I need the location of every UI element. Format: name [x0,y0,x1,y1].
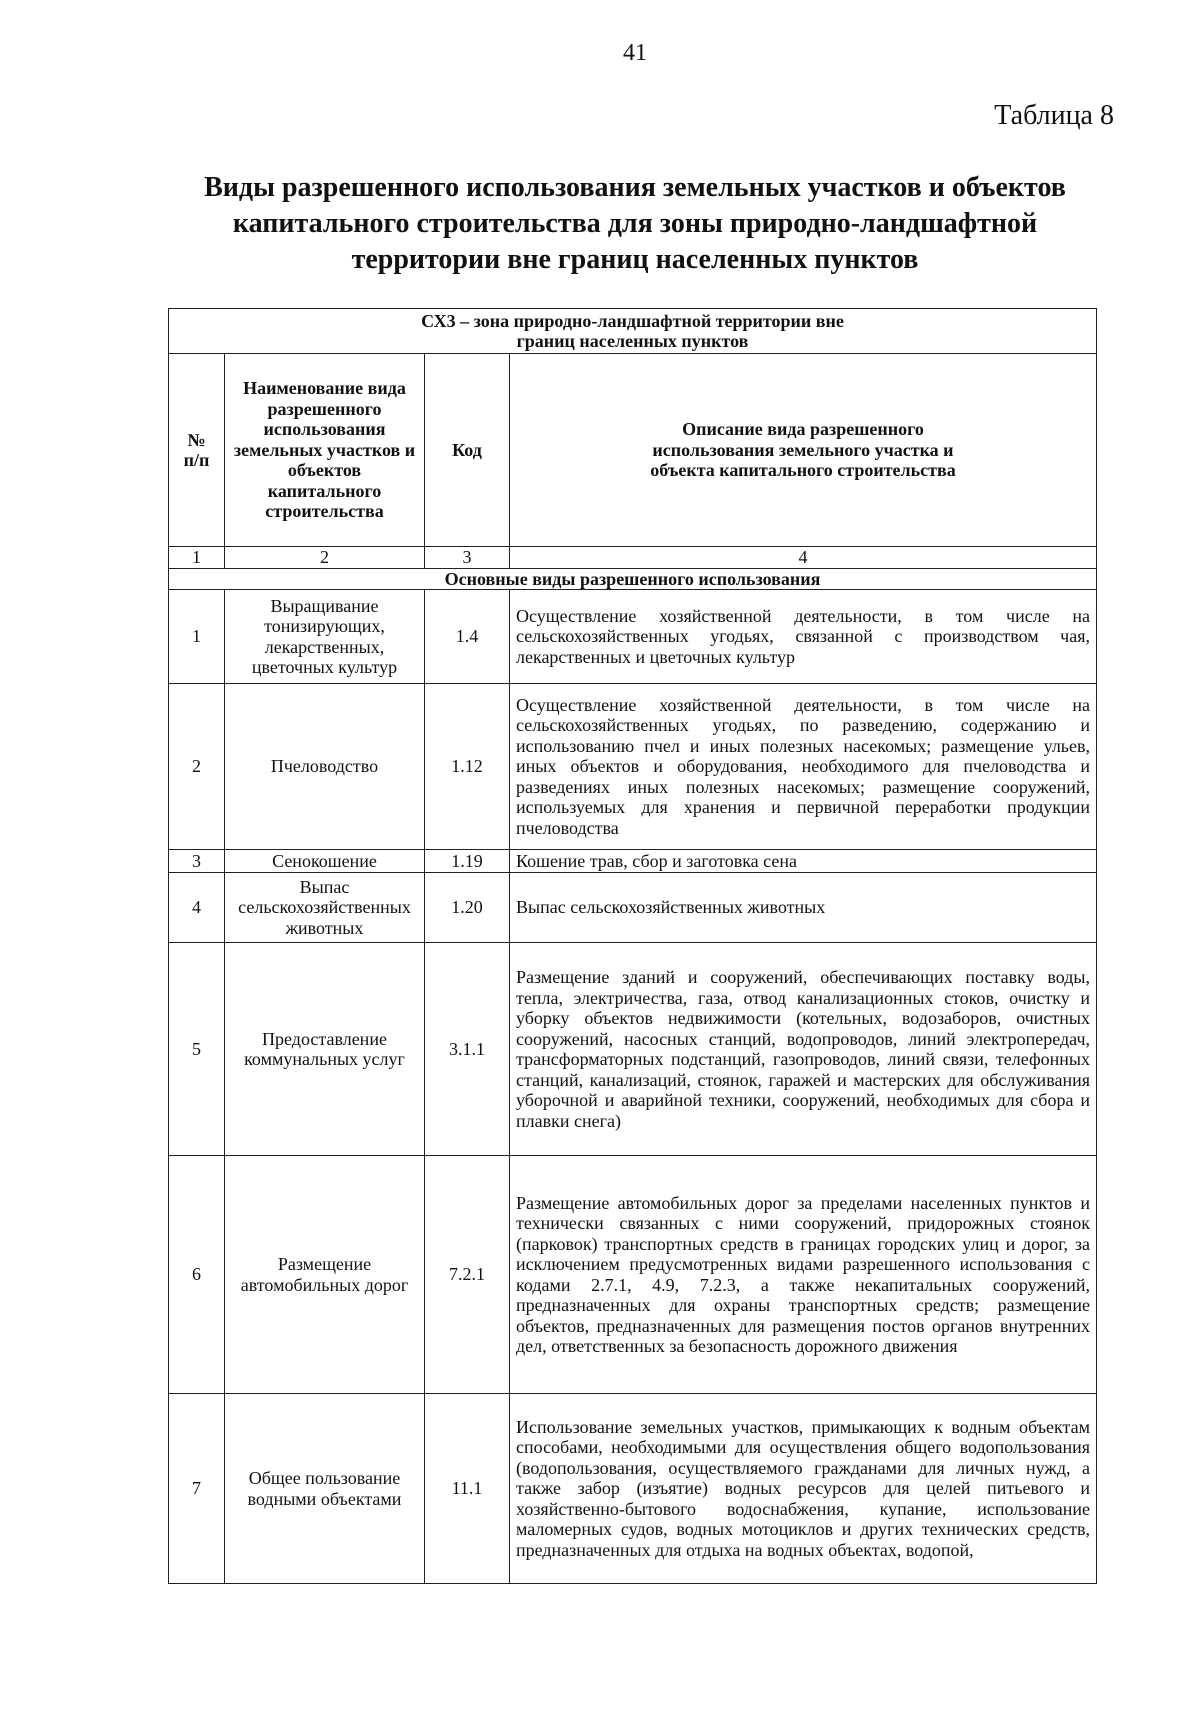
document-title [150,170,1120,278]
table-row [169,943,1097,1156]
use-name: Общее пользование водными объектами [225,1394,425,1584]
row-number: 4 [169,873,225,943]
table-row [169,1156,1097,1394]
table-row [169,850,1097,873]
table-row [169,684,1097,850]
title-line: Виды разрешенного использования земельных участков и объектов [204,172,1066,203]
use-description: Размещение зданий и сооружений, обеспечивающих поставку воды, тепла, электричества, газа, отвод канализационных стоков, очистку и уборку объектов недвижимости (котельных, водозаборов, очистных сооружений, насосных станций, водопроводов, линий электропередач, трансформаторных подстанций, газопроводов, линий связи, телефонных станций, канализаций, стоянок, гаражей и мастерских для обслуживания уборочной и аварийной техники, сооружений, необходимых для сбора и плавки снега) [510,943,1097,1156]
land-use-table [168,308,1097,1584]
use-code: 1.4 [425,590,510,684]
use-code: 3.1.1 [425,943,510,1156]
row-number: 2 [169,684,225,850]
section-title: Основные виды разрешенного использования [169,568,1097,590]
title-line: капитального строительства для зоны природно-ландшафтной [232,208,1038,239]
table-row [169,873,1097,943]
column-number: 1 [169,547,225,569]
use-description: Выпас сельскохозяйственных животных [510,873,1097,943]
column-number-row [169,547,1097,569]
row-number: 5 [169,943,225,1156]
column-header-code: Код [425,354,510,547]
row-number: 1 [169,590,225,684]
use-description: Осуществление хозяйственной деятельности, в том числе на сельскохозяйственных угодьях, по разведению, содержанию и использованию пчел и иных полезных насекомых; размещение ульев, иных объектов и оборудования, необходимого для пчеловодства и разведениях иных полезных насекомых; размещение сооружений, используемых для хранения и первичной переработки продукции пчеловодства [510,684,1097,850]
column-header-description: Описание вида разрешенного использования земельного участка и объекта капитального строительства [510,354,1097,547]
use-name: Выращивание тонизирующих, лекарственных, цветочных культур [225,590,425,684]
column-header-name: Наименование вида разрешенного использования земельных участков и объектов капитального строительства [225,354,425,547]
section-row [169,568,1097,590]
use-code: 1.12 [425,684,510,850]
use-description: Кошение трав, сбор и заготовка сена [510,850,1097,873]
use-description: Размещение автомобильных дорог за пределами населенных пунктов и технически связанных с ними сооружений, придорожных стоянок (парковок) транспортных средств в границах городских улиц и дорог, за исключением предусмотренных видами разрешенного использования с кодами 2.7.1, 4.9, 7.2.3, а также некапитальных сооружений, предназначенных для охраны транспортных средств; размещение объектов, предназначенных для размещения постов органов внутренних дел, ответственных за безопасность дорожного движения [510,1156,1097,1394]
use-code: 11.1 [425,1394,510,1584]
table-row [169,590,1097,684]
use-code: 7.2.1 [425,1156,510,1394]
page-number: 41 [623,40,647,66]
title-line: территории вне границ населенных пунктов [351,244,919,275]
row-number: 7 [169,1394,225,1584]
use-name: Пчеловодство [225,684,425,850]
row-number: 3 [169,850,225,873]
use-name: Предоставление коммунальных услуг [225,943,425,1156]
column-number: 2 [225,547,425,569]
use-code: 1.20 [425,873,510,943]
use-name: Сенокошение [225,850,425,873]
row-number: 6 [169,1156,225,1394]
table-row [169,1394,1097,1584]
use-name: Размещение автомобильных дорог [225,1156,425,1394]
column-number: 3 [425,547,510,569]
zone-header: СХ3 – зона природно-ландшафтной территории вне границ населенных пунктов [169,309,1097,354]
column-header-num: № п/п [169,354,225,547]
use-description: Использование земельных участков, примыкающих к водным объектам способами, необходимыми для осуществления общего водопользования (водопользования, осуществляемого гражданами для личных нужд, а также забор (изъятие) водных ресурсов для целей питьевого и хозяйственно-бытового водоснабжения, купание, использование маломерных судов, водных мотоциклов и других технических средств, предназначенных для отдыха на водных объектах, водопой, [510,1394,1097,1584]
use-name: Выпас сельскохозяйственных животных [225,873,425,943]
column-number: 4 [510,547,1097,569]
table-label: Таблица 8 [994,100,1114,131]
use-description: Осуществление хозяйственной деятельности, в том числе на сельскохозяйственных угодьях, связанной с производством чая, лекарственных и цветочных культур [510,590,1097,684]
use-code: 1.19 [425,850,510,873]
